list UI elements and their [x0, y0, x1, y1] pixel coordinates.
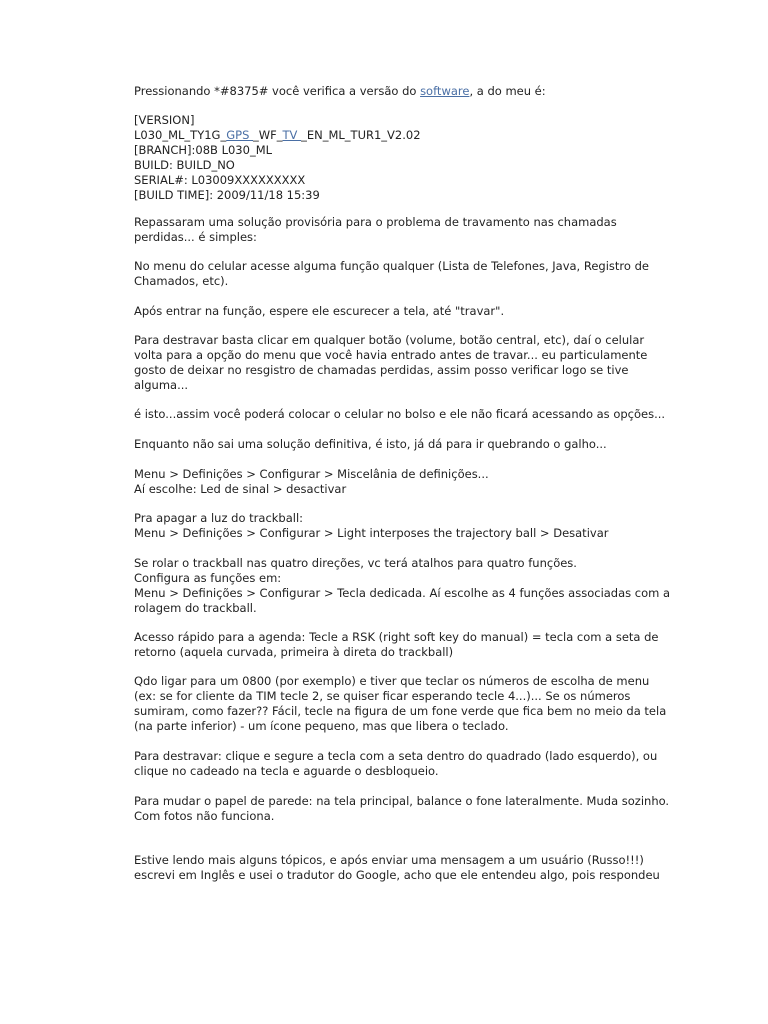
paragraph-line: Após entrar na função, espere ele escurecer a tela, até "travar".: [134, 304, 505, 318]
intro-text-after: , a do meu é:: [469, 84, 546, 98]
gps-link[interactable]: GPS: [226, 128, 254, 142]
tv-link[interactable]: TV: [282, 128, 302, 142]
paragraph: [134, 556, 671, 616]
paragraph: [134, 259, 649, 289]
branch-line: [BRANCH]:08B L030_ML: [134, 143, 273, 157]
paragraph: [134, 467, 638, 497]
paragraph-line: Estive lendo mais alguns tópicos, e após enviar uma mensagem a um usuário (Russo!!!): [134, 853, 644, 867]
paragraph-line: Chamados, etc).: [134, 274, 229, 288]
paragraph-line: Qdo ligar para um 0800 (por exemplo) e tiver que teclar os números de escolha de menu: [134, 674, 650, 688]
paragraph: [134, 794, 670, 824]
paragraph-line: No menu do celular acesse alguma função qualquer (Lista de Telefones, Java, Registro de: [134, 259, 649, 273]
paragraph-line: volta para a opção do menu que você havia entrado antes de travar... eu particulamente: [134, 348, 648, 362]
paragraph-line: Aí escolhe: Led de sinal > desactivar: [134, 482, 347, 496]
paragraph: [134, 215, 638, 245]
paragraph-line: Menu > Definições > Configurar > Light interposes the trajectory ball > Desativar: [134, 526, 609, 540]
build-line: BUILD: BUILD_NO: [134, 158, 235, 172]
paragraph-line: Se rolar o trackball nas quatro direções, vc terá atalhos para quatro funções.: [134, 556, 577, 570]
paragraph: [134, 630, 659, 660]
paragraph-line: Para destravar basta clicar em qualquer botão (volume, botão central, etc), daí o celular: [134, 333, 645, 347]
paragraph: [134, 674, 667, 734]
paragraph-line: é isto...assim você poderá colocar o celular no bolso e ele não ficará acessando as opções...: [134, 407, 666, 421]
paragraph: [134, 749, 658, 779]
paragraph-line: Para destravar: clique e segure a tecla com a seta dentro do quadrado (lado esquerdo), ou: [134, 749, 658, 763]
paragraph-line: gosto de deixar no resgistro de chamadas perdidas, assim posso verificar logo se tive: [134, 363, 629, 377]
paragraph-line: Para mudar o papel de parede: na tela principal, balance o fone lateralmente. Muda sozinho.: [134, 794, 670, 808]
paragraph-line: Menu > Definições > Configurar > Tecla dedicada. Aí escolhe as 4 funções associadas com a: [134, 586, 671, 600]
version-line: [VERSION]: [134, 113, 195, 127]
paragraph-line: Com fotos não funciona.: [134, 809, 275, 823]
paragraph-line: perdidas... é simples:: [134, 230, 257, 244]
model-part-b: _WF_: [253, 128, 283, 142]
paragraph-line: escrevi em Inglês e usei o tradutor do Google, acho que ele entendeu algo, pois respondeu: [134, 868, 660, 882]
paragraph-line: Repassaram uma solução provisória para o problema de travamento nas chamadas: [134, 215, 617, 229]
software-link[interactable]: software: [420, 84, 470, 98]
serial-line: SERIAL#: L03009XXXXXXXXX: [134, 173, 306, 187]
paragraph-line: retorno (aquela curvada, primeira à direta do trackball): [134, 645, 454, 659]
paragraph-line: alguma...: [134, 378, 189, 392]
model-part-c: _EN_ML_TUR1_V2.02: [301, 128, 421, 142]
intro-paragraph: [134, 84, 638, 99]
paragraph-line: (ex: se for cliente da TIM tecle 2, se quiser ficar esperando tecle 4...)... Se os números: [134, 689, 631, 703]
paragraph: [134, 437, 638, 452]
model-part-a: L030_ML_TY1G_: [134, 128, 227, 142]
paragraph-line: Pra apagar a luz do trackball:: [134, 511, 304, 525]
intro-text-before: Pressionando *#8375# você verifica a versão do: [134, 84, 421, 98]
paragraph-line: Menu > Definições > Configurar > Miscelânia de definições...: [134, 467, 489, 481]
paragraph-line: clique no cadeado na tecla e aguarde o desbloqueio.: [134, 764, 439, 778]
paragraph-line: Enquanto não sai uma solução definitiva, é isto, já dá para ir quebrando o galho...: [134, 437, 607, 451]
paragraph-line: Acesso rápido para a agenda: Tecle a RSK (right soft key do manual) = tecla com a seta de: [134, 630, 659, 644]
version-block: [134, 113, 638, 203]
paragraph-line: rolagem do trackball.: [134, 601, 257, 615]
paragraph-line: sumiram, como fazer?? Fácil, tecle na figura de um fone verde que fica bem no meio da tela: [134, 704, 667, 718]
paragraph: [134, 304, 638, 319]
paragraph: [134, 407, 666, 422]
paragraph: [134, 853, 660, 883]
build-time-line: [BUILD TIME]: 2009/11/18 15:39: [134, 188, 320, 202]
paragraph-line: (na parte inferior) - um ícone pequeno, mas que libera o teclado.: [134, 719, 509, 733]
paragraph: [134, 333, 648, 393]
paragraph: [134, 511, 638, 541]
paragraph-line: Configura as funções em:: [134, 571, 282, 585]
version-model-line: [134, 128, 638, 143]
